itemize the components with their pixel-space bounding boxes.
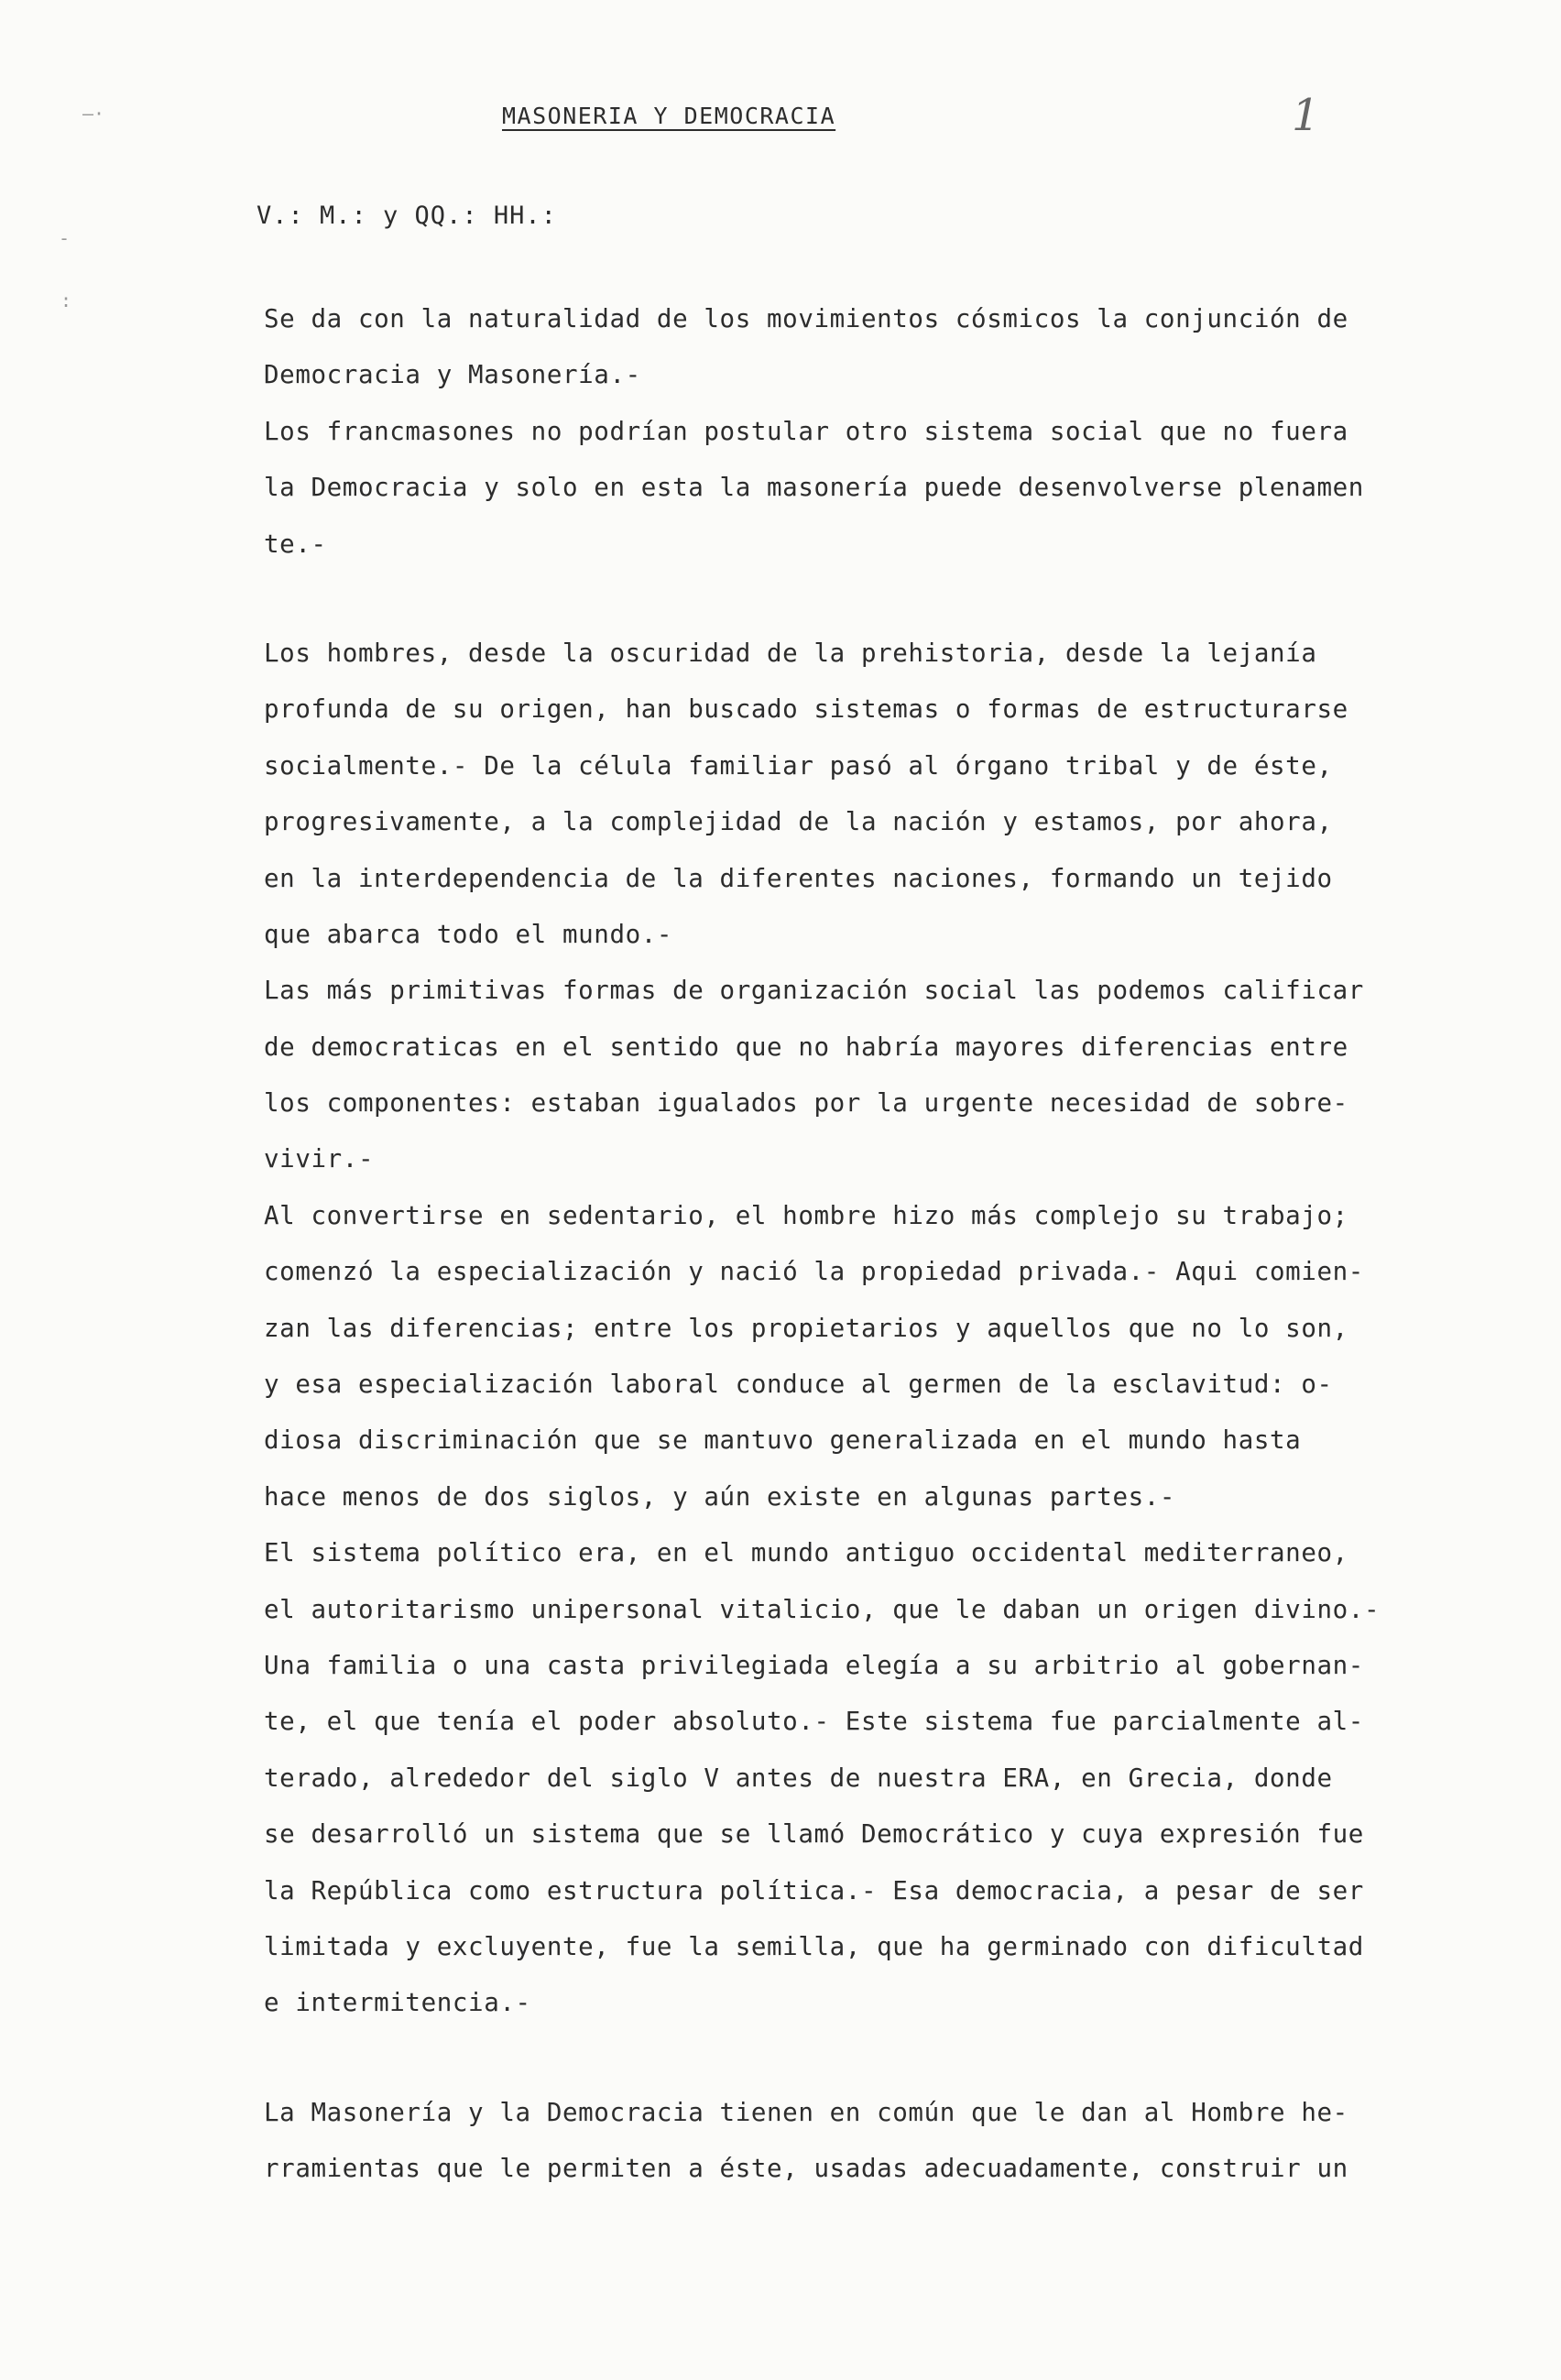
text-line: Los francmasones no podrían postular otro sistema social que no fuera [264,416,1348,446]
text-line: Una familia o una casta privilegiada elegía a su arbitrio al gobernan- [264,1650,1364,1680]
margin-mark: - [59,227,71,249]
text-line: Democracia y Masonería.- [264,360,641,390]
text-line: te.- [264,529,327,559]
text-line: rramientas que le permiten a éste, usadas adecuadamente, construir un [264,2154,1348,2184]
text-line: los componentes: estaban igualados por la urgente necesidad de sobre- [264,1088,1348,1119]
text-line: Los hombres, desde la oscuridad de la prehistoria, desde la lejanía [264,638,1317,668]
text-line: progresivamente, a la complejidad de la nación y estamos, por ahora, [264,807,1333,837]
margin-mark: : [60,289,72,311]
text-line: profunda de su origen, han buscado sistemas o formas de estructurarse [264,694,1348,725]
text-line: en la interdependencia de la diferentes naciones, formando un tejido [264,863,1333,893]
text-line: la República como estructura política.- Esa democracia, a pesar de ser [264,1875,1364,1905]
body-text [264,291,1446,2198]
paragraph [264,626,1446,2032]
paragraph [264,291,1446,573]
text-line: te, el que tenía el poder absoluto.- Este sistema fue parcialmente al- [264,1707,1364,1737]
document-title: MASONERIA Y DEMOCRACIA [502,103,836,129]
text-line: diosa discriminación que se mantuvo generalizada en el mundo hasta [264,1425,1302,1456]
text-line: Al convertirse en sedentario, el hombre hizo más complejo su trabajo; [264,1200,1348,1230]
text-line: zan las diferencias; entre los propietarios y aquellos que no lo son, [264,1313,1348,1343]
paragraph [264,2085,1446,2198]
text-line: terado, alrededor del siglo V antes de nuestra ERA, en Grecia, donde [264,1763,1333,1793]
text-line: se desarrolló un sistema que se llamó Democrático y cuya expresión fue [264,1819,1364,1850]
text-line: hace menos de dos siglos, y aún existe en algunas partes.- [264,1481,1176,1512]
text-line: que abarca todo el mundo.- [264,919,673,949]
text-line: Se da con la naturalidad de los movimientos cósmicos la conjunción de [264,304,1348,333]
text-line: Las más primitivas formas de organización social las podemos calificar [264,976,1364,1006]
text-line: La Masonería y la Democracia tienen en común que le dan al Hombre he- [264,2097,1348,2127]
text-line: El sistema político era, en el mundo antiguo occidental mediterraneo, [264,1538,1348,1568]
text-line: socialmente.- De la célula familiar pasó al órgano tribal y de éste, [264,750,1333,781]
text-line: vivir.- [264,1144,375,1174]
text-line: comenzó la especialización y nació la propiedad privada.- Aqui comien- [264,1257,1364,1287]
text-line: e intermitencia.- [264,1988,531,2018]
page-number: 1 [1292,90,1320,141]
text-line: la Democracia y solo en esta la masonería puede desenvolverse plenamen [264,473,1364,503]
paragraph-gap [264,573,1446,626]
margin-mark: —· [82,103,105,125]
text-line: y esa especialización laboral conduce al germen de la esclavitud: o- [264,1370,1333,1400]
text-line: de democraticas en el sentido que no habría mayores diferencias entre [264,1032,1348,1062]
paragraph-gap [264,2032,1446,2085]
text-line: limitada y excluyente, fue la semilla, que ha germinado con dificultad [264,1931,1364,1961]
text-line: el autoritarismo unipersonal vitalicio, que le daban un origen divino.- [264,1594,1381,1624]
salutation: V.: M.: y QQ.: HH.: [257,202,557,230]
